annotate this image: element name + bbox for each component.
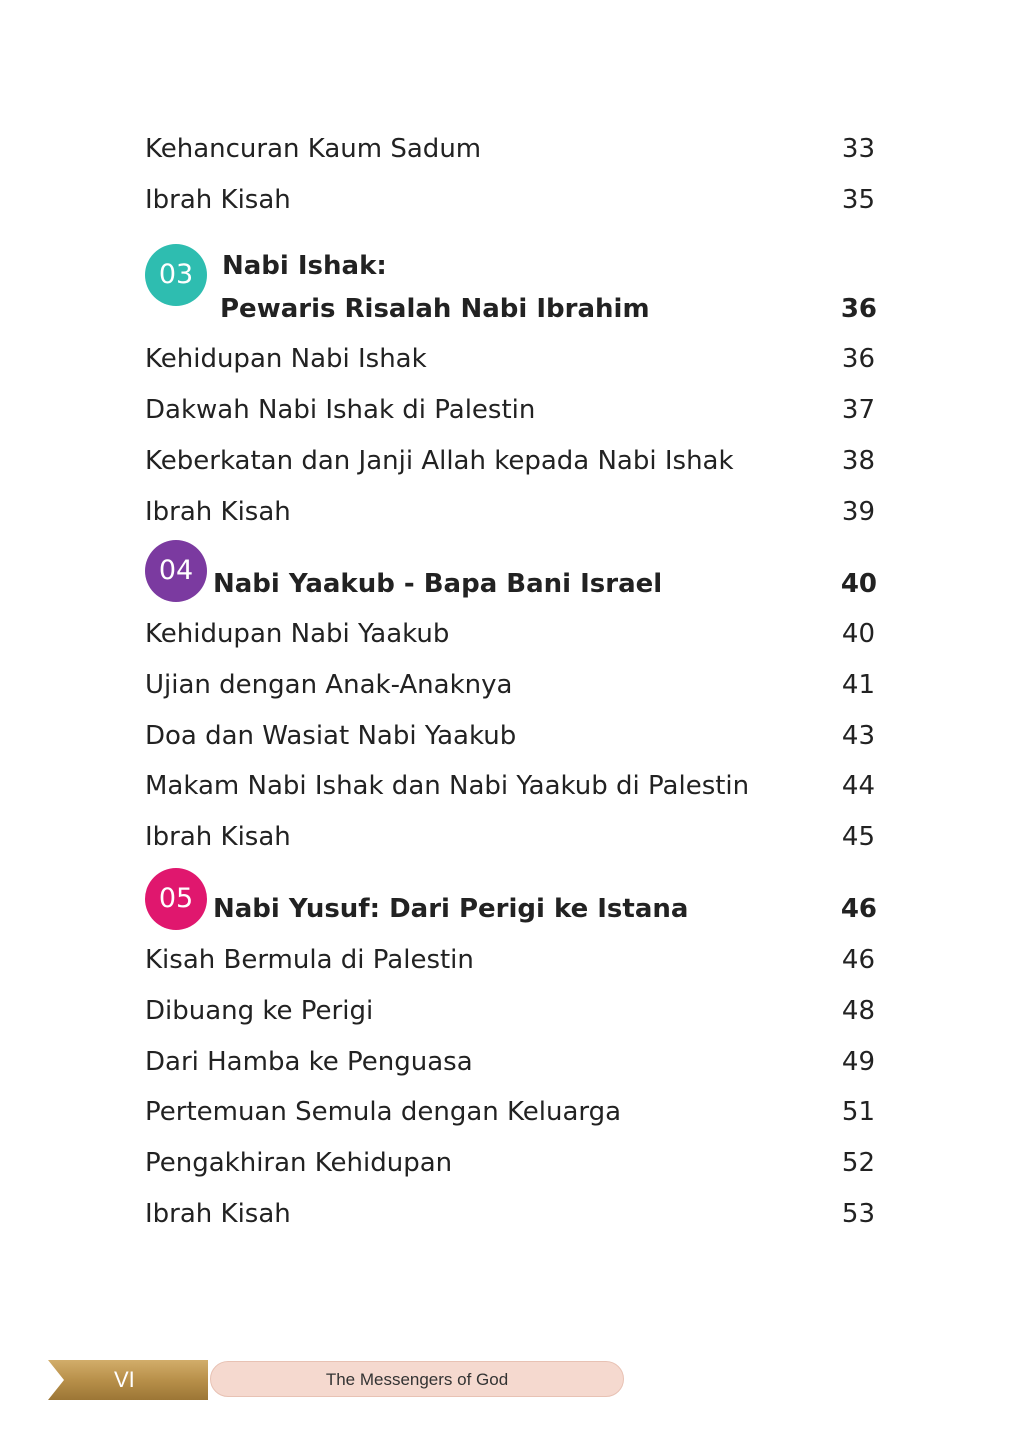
toc-entry-title: Ibrah Kisah <box>145 1199 291 1229</box>
chapter-03-heading <box>145 240 877 330</box>
toc-entry-title: Dakwah Nabi Ishak di Palestin <box>145 395 536 425</box>
toc-entry <box>145 940 875 980</box>
toc-entry-title: Doa dan Wasiat Nabi Yaakub <box>145 721 517 751</box>
toc-entry <box>145 1194 875 1234</box>
toc-entry-title: Pertemuan Semula dengan Keluarga <box>145 1097 622 1127</box>
toc-entry <box>145 129 875 169</box>
chapter-number-badge: 04 <box>145 540 207 602</box>
toc-entry <box>145 492 875 532</box>
toc-entry-page: 41 <box>841 670 875 700</box>
toc-entry-page: 35 <box>841 185 875 215</box>
toc-entry-page: 46 <box>841 945 875 975</box>
toc-entry-page: 49 <box>841 1047 875 1077</box>
chapter-number-badge: 05 <box>145 868 207 930</box>
chapter-page: 40 <box>840 569 877 599</box>
toc-entry-title: Ibrah Kisah <box>145 185 291 215</box>
toc-entry <box>145 180 875 220</box>
chapter-page: 46 <box>840 894 877 924</box>
toc-entry-page: 40 <box>841 619 875 649</box>
toc-entry-page: 51 <box>841 1097 875 1127</box>
toc-entry-title: Ibrah Kisah <box>145 497 291 527</box>
toc-entry-title: Kehidupan Nabi Yaakub <box>145 619 450 649</box>
chapter-number-badge: 03 <box>145 244 207 306</box>
toc-entry <box>145 766 875 806</box>
toc-entry-page: 36 <box>841 344 875 374</box>
chapter-title-line1: Nabi Ishak: <box>222 251 387 281</box>
toc-entry-title: Kehancuran Kaum Sadum <box>145 134 482 164</box>
toc-entry <box>145 991 875 1031</box>
toc-entry-page: 48 <box>841 996 875 1026</box>
toc-entry-page: 37 <box>841 395 875 425</box>
toc-entry-title: Pengakhiran Kehidupan <box>145 1148 453 1178</box>
toc-entry <box>145 665 875 705</box>
toc-entry-page: 44 <box>841 771 875 801</box>
toc-entry <box>145 1143 875 1183</box>
chapter-05-heading <box>145 868 877 932</box>
toc-entry-page: 39 <box>841 497 875 527</box>
toc-entry <box>145 817 875 857</box>
chapter-title: Nabi Yusuf: Dari Perigi ke Istana <box>213 894 689 924</box>
chapter-title-line2: Pewaris Risalah Nabi Ibrahim <box>220 294 650 324</box>
toc-entry-title: Kehidupan Nabi Ishak <box>145 344 427 374</box>
chapter-page: 36 <box>840 294 877 324</box>
toc-entry <box>145 390 875 430</box>
toc-entry-page: 45 <box>841 822 875 852</box>
page-footer <box>48 1360 578 1400</box>
toc-entry <box>145 716 875 756</box>
toc-entry-page: 43 <box>841 721 875 751</box>
toc-entry-title: Dibuang ke Perigi <box>145 996 374 1026</box>
toc-entry <box>145 1092 875 1132</box>
toc-entry-page: 52 <box>841 1148 875 1178</box>
toc-entry-page: 38 <box>841 446 875 476</box>
footer-page-number: VI <box>114 1367 135 1392</box>
chapter-04-heading <box>145 540 877 604</box>
toc-entry-title: Kisah Bermula di Palestin <box>145 945 474 975</box>
toc-entry <box>145 339 875 379</box>
chapter-title: Nabi Yaakub - Bapa Bani Israel <box>213 569 663 599</box>
footer-title-pill <box>210 1361 624 1397</box>
toc-entry-page: 53 <box>841 1199 875 1229</box>
toc-entry <box>145 441 875 481</box>
toc-entry-title: Dari Hamba ke Penguasa <box>145 1047 473 1077</box>
toc-entry-page: 33 <box>841 134 875 164</box>
toc-entry <box>145 1042 875 1082</box>
toc-entry <box>145 614 875 654</box>
toc-entry-title: Ujian dengan Anak-Anaknya <box>145 670 513 700</box>
toc-entry-title: Keberkatan dan Janji Allah kepada Nabi Ishak <box>145 446 734 476</box>
toc-entry-title: Makam Nabi Ishak dan Nabi Yaakub di Palestin <box>145 771 750 801</box>
toc-entry-title: Ibrah Kisah <box>145 822 291 852</box>
footer-book-title: The Messengers of God <box>325 1370 509 1389</box>
